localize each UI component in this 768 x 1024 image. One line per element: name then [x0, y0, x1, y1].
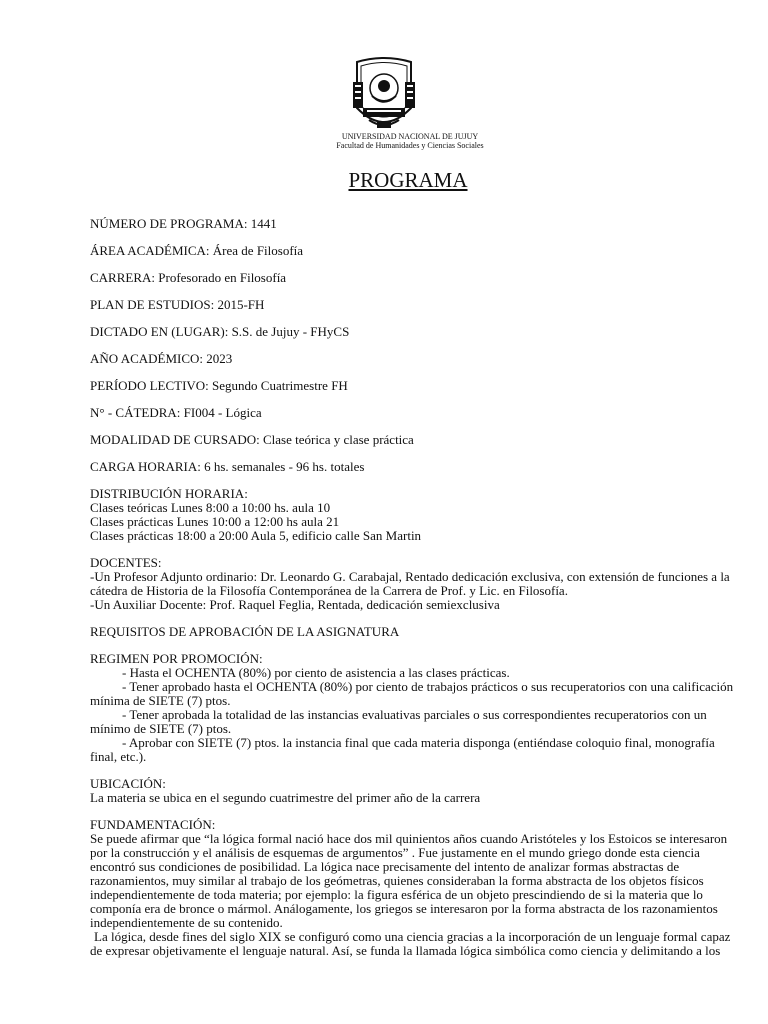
- promocion-heading: REGIMEN POR PROMOCIÓN:: [90, 651, 263, 666]
- field-periodo-lectivo: PERÍODO LECTIVO: Segundo Cuatrimestre FH: [90, 378, 348, 393]
- field-carga-horaria: CARGA HORARIA: 6 hs. semanales - 96 hs. totales: [90, 459, 365, 474]
- promocion-item: - Aprobar con SIETE (7) ptos. la instancia final que cada materia disponga (entiéndase coloquio final, monografía final, etc.).: [90, 735, 715, 764]
- field-dictado-en: DICTADO EN (LUGAR): S.S. de Jujuy - FHyCS: [90, 324, 350, 339]
- promocion-item: - Tener aprobado hasta el OCHENTA (80%) por ciento de trabajos prácticos o sus recuperatorios con una calificación mínima de SIETE (7) ptos.: [90, 679, 734, 708]
- promocion-item: - Tener aprobada la totalidad de las instancias evaluativas parciales o sus correspondientes recuperatorios con un mínimo de SIETE (7) ptos.: [90, 707, 707, 736]
- university-seal-logo: [349, 56, 419, 134]
- field-catedra: N° - CÁTEDRA: FI004 - Lógica: [90, 405, 262, 420]
- distribucion-line: Clases prácticas Lunes 10:00 a 12:00 hs aula 21: [90, 514, 340, 529]
- field-carrera: CARRERA: Profesorado en Filosofía: [90, 270, 287, 285]
- docente-line: -Un Auxiliar Docente: Prof. Raquel Feglia, Rentada, dedicación semiexclusiva: [90, 597, 500, 612]
- fundamentacion-heading: FUNDAMENTACIÓN:: [90, 817, 216, 832]
- requisitos-heading: REQUISITOS DE APROBACIÓN DE LA ASIGNATURA: [90, 624, 400, 639]
- field-numero-programa: NÚMERO DE PROGRAMA: 1441: [90, 216, 277, 231]
- docente-line: -Un Profesor Adjunto ordinario: Dr. Leonardo G. Carabajal, Rentado dedicación exclusiva, con extensión de funciones a la cátedra de Historia de la Filosofía Contemporánea de la Carrera de Prof. y Lic. en Filosofía.: [90, 569, 730, 598]
- ubicacion-text: La materia se ubica en el segundo cuatrimestre del primer año de la carrera: [90, 790, 481, 805]
- field-anio-academico: AÑO ACADÉMICO: 2023: [90, 351, 233, 366]
- ubicacion-heading: UBICACIÓN:: [90, 776, 166, 791]
- field-plan-estudios: PLAN DE ESTUDIOS: 2015-FH: [90, 297, 265, 312]
- university-name: UNIVERSIDAD NACIONAL DE JUJUY: [341, 132, 479, 141]
- distribucion-heading: DISTRIBUCIÓN HORARIA:: [90, 486, 248, 501]
- field-area-academica: ÁREA ACADÉMICA: Área de Filosofía: [90, 243, 304, 258]
- distribucion-line: Clases teóricas Lunes 8:00 a 10:00 hs. aula 10: [90, 500, 331, 515]
- field-modalidad: MODALIDAD DE CURSADO: Clase teórica y clase práctica: [90, 432, 414, 447]
- docentes-heading: DOCENTES:: [90, 555, 162, 570]
- document-title: PROGRAMA: [348, 168, 468, 192]
- promocion-item: - Hasta el OCHENTA (80%) por ciento de asistencia a las clases prácticas.: [122, 665, 510, 680]
- fundamentacion-paragraph: Se puede afirmar que “la lógica formal nació hace dos mil quinientos años cuando Aristóteles y los Estoicos se interesaron por la construcción y el análisis de esquemas de argumentos” . Fue justamente en el mundo griego donde esta ciencia encontró sus condiciones de posibilidad. La lógica nace precisamente del intento de analizar formas abstractas de razonamientos, muy similar al trabajo de los geómetras, quienes consideraban la forma abstracta de los objetos físicos independientemente de toda materia; por ejemplo: la figura esférica de un objeto prescindiendo de si la materia que lo componía era de bronce o mármol. Análogamente, los griegos se interesaron por la forma abstracta de los razonamientos independientemente de su contenido.: [90, 831, 728, 930]
- faculty-name: Facultad de Humanidades y Ciencias Sociales: [336, 141, 484, 150]
- fundamentacion-paragraph: La lógica, desde fines del siglo XIX se configuró como una ciencia gracias a la incorporación de un lenguaje formal capaz de expresar objetivamente el lenguaje natural. Así, se funda la llamada lógica simbólica como ciencia y delimitando a los: [90, 929, 731, 958]
- document-body: [90, 217, 740, 958]
- distribucion-line: Clases prácticas 18:00 a 20:00 Aula 5, edificio calle San Martin: [90, 528, 422, 543]
